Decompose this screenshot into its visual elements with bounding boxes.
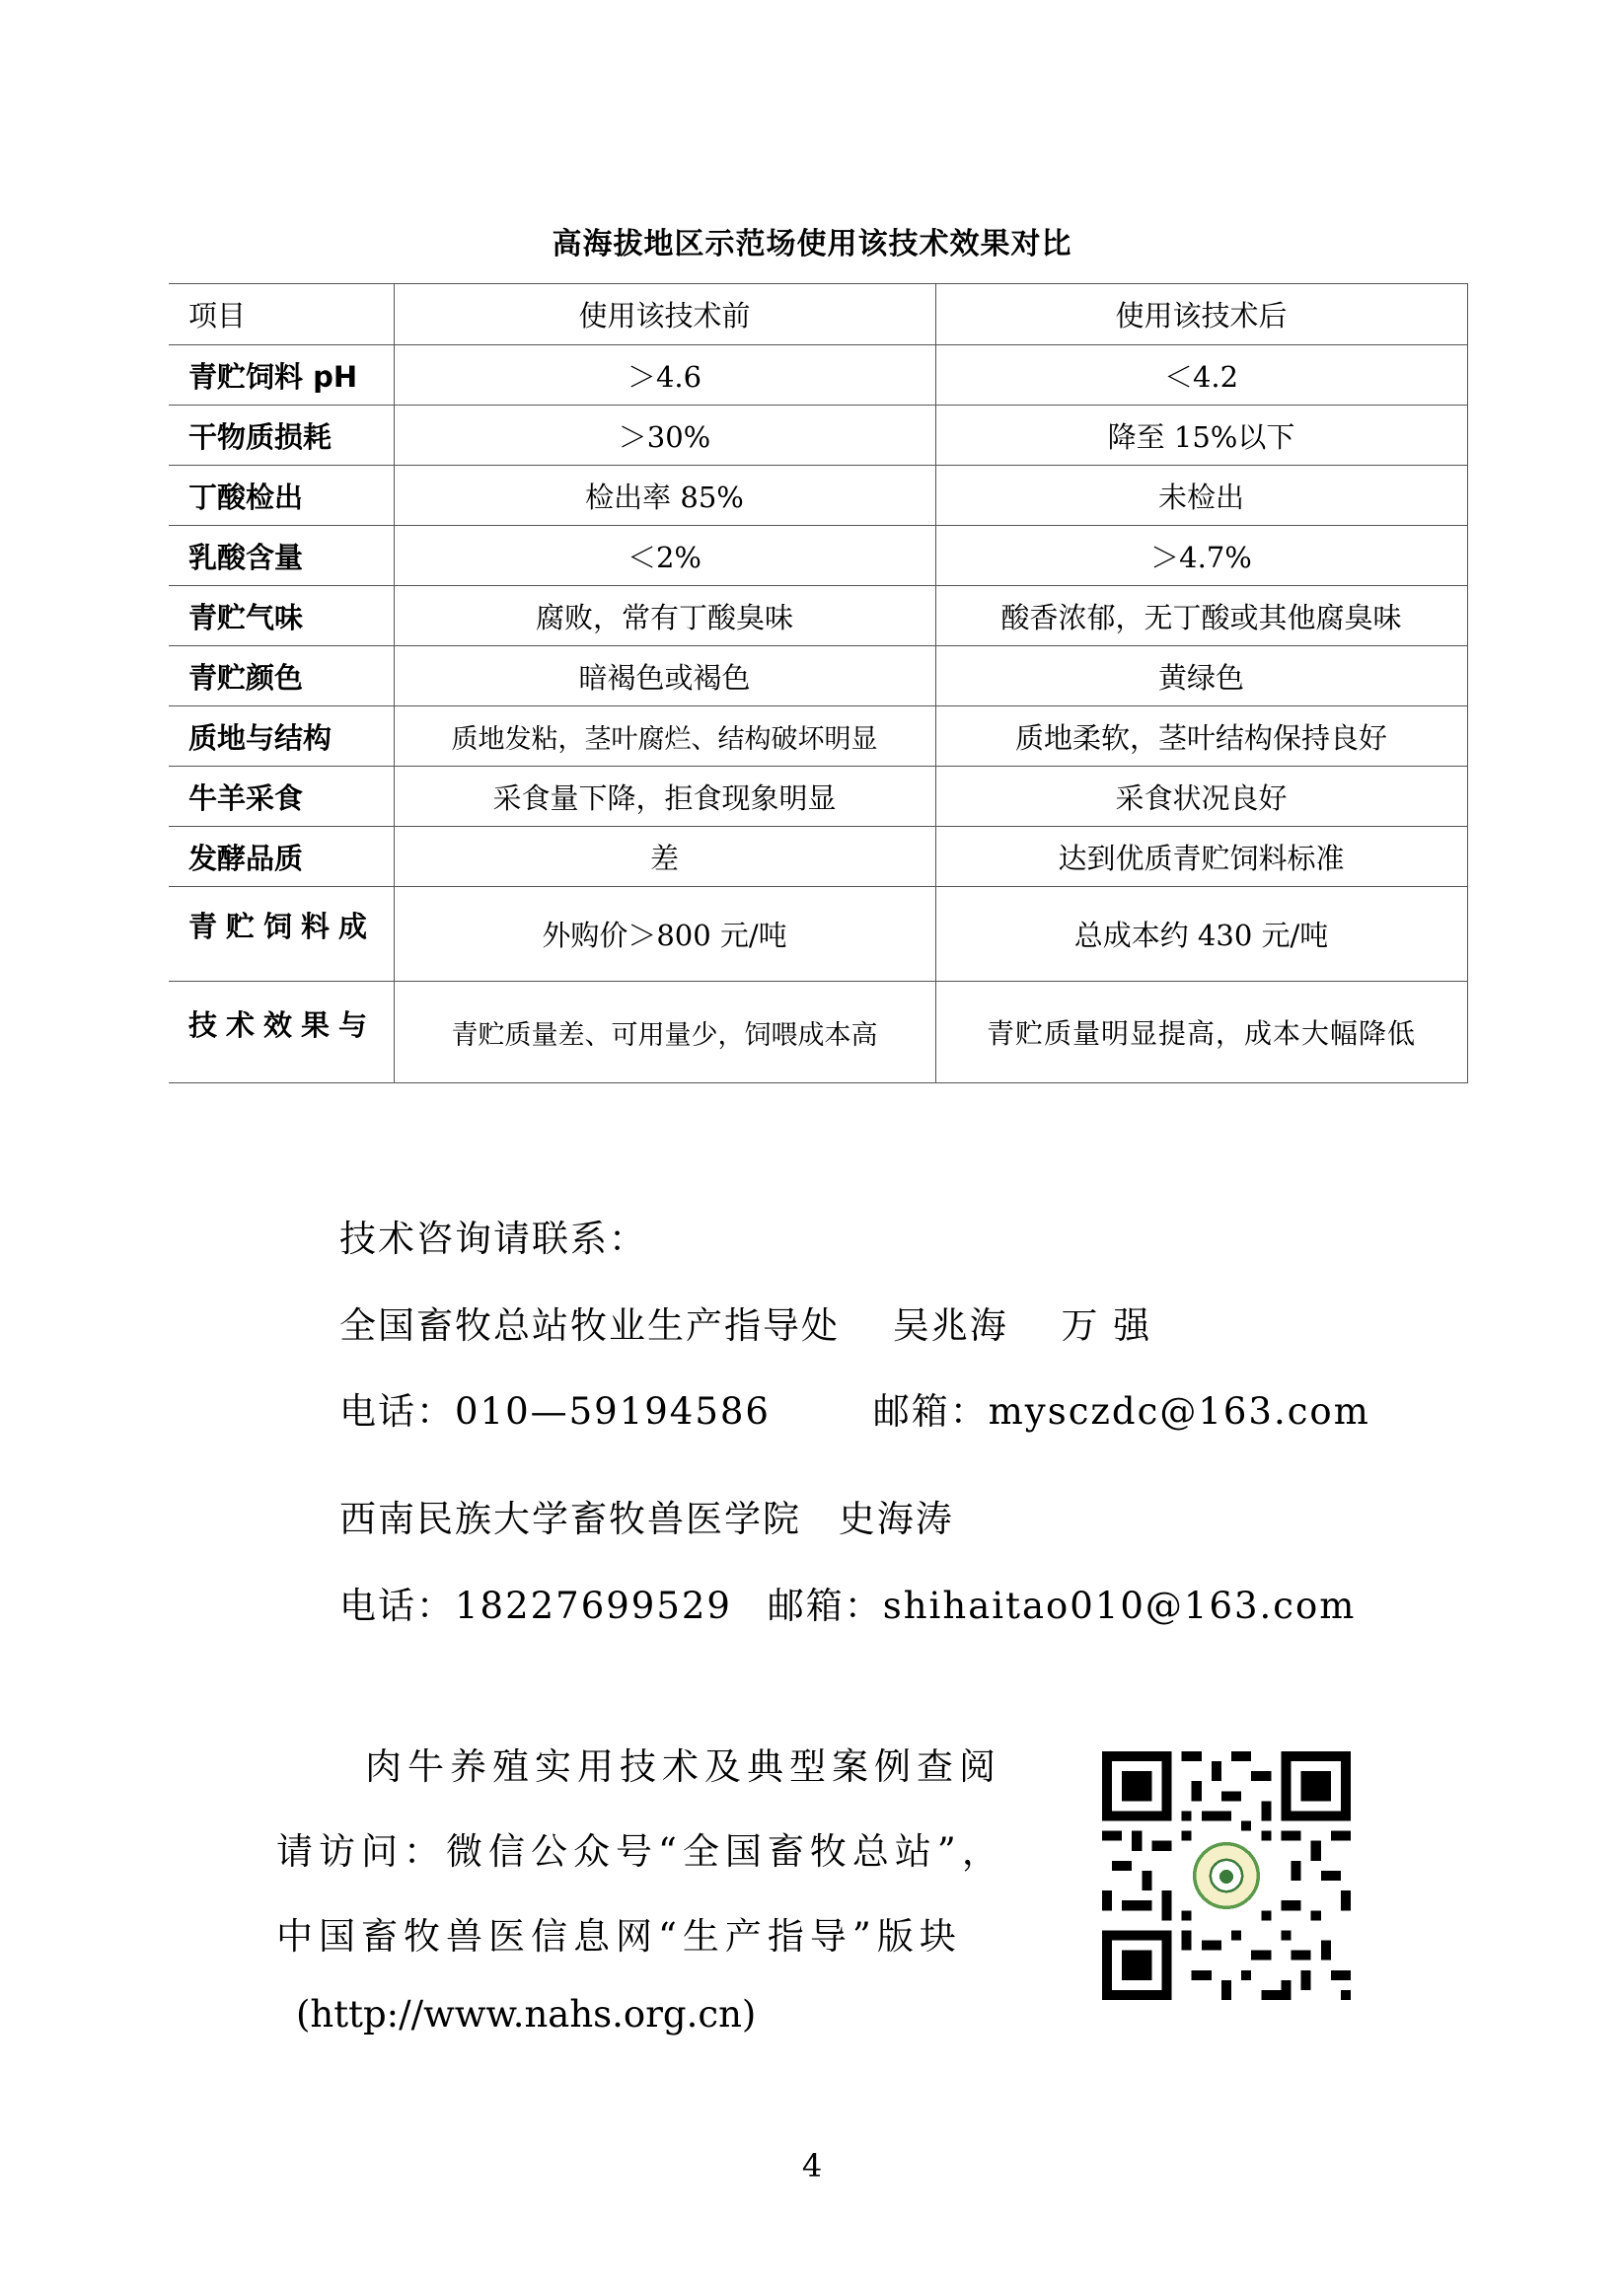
table-row xyxy=(169,586,1467,646)
contact-org2-line xyxy=(339,1489,954,1542)
row-before: ＜2% xyxy=(394,526,935,586)
page-number: 4 xyxy=(801,2147,823,2185)
row-after: 未检出 xyxy=(935,466,1467,526)
table-row xyxy=(169,345,1467,406)
contact-intro: 技术咨询请联系： xyxy=(339,1218,647,1260)
contact-org1: 全国畜牧总站牧业生产指导处 xyxy=(339,1304,840,1347)
row-before: 采食量下降，拒食现象明显 xyxy=(394,767,935,827)
access-line-2: 请访问：微信公众号“全国畜牧总站”， xyxy=(276,1830,1004,1873)
access-url[interactable]: (http://www.nahs.org.cn) xyxy=(296,1993,757,2036)
contact-org1-line xyxy=(339,1296,1151,1349)
qr-code xyxy=(1102,1751,1351,2000)
row-item: 技术效果与 xyxy=(169,982,394,1083)
table-caption: 高海拔地区示范场使用该技术效果对比 xyxy=(552,227,1072,261)
row-item: 丁酸检出 xyxy=(169,466,394,526)
table-row xyxy=(169,982,1467,1083)
contact-line-1 xyxy=(339,1381,1370,1435)
email-label-2: 邮箱： xyxy=(767,1585,883,1627)
row-before: 质地发粘，茎叶腐烂、结构破坏明显 xyxy=(394,706,935,767)
row-after: 黄绿色 xyxy=(935,646,1467,706)
row-after: 采食状况良好 xyxy=(935,767,1467,827)
table-row xyxy=(169,767,1467,827)
row-item: 质地与结构 xyxy=(169,706,394,767)
row-after: ＞4.7% xyxy=(935,526,1467,586)
phone-1: 010—59194586 xyxy=(455,1390,771,1433)
email-2[interactable]: shihaitao010@163.com xyxy=(882,1585,1357,1627)
contact-org2: 西南民族大学畜牧兽医学院 xyxy=(339,1498,801,1540)
access-line-1: 肉牛养殖实用技术及典型案例查阅 xyxy=(365,1745,1001,1788)
row-before: 青贮质量差、可用量少，饲喂成本高 xyxy=(394,982,935,1083)
phone-label-2: 电话： xyxy=(339,1585,455,1627)
row-before: 差 xyxy=(394,827,935,887)
row-item: 青贮颜色 xyxy=(169,646,394,706)
table-row xyxy=(169,466,1467,526)
row-item: 乳酸含量 xyxy=(169,526,394,586)
row-after: 达到优质青贮饲料标准 xyxy=(935,827,1467,887)
table-row xyxy=(169,706,1467,767)
contact-org1-person1: 吴兆海 xyxy=(892,1304,1008,1347)
row-before: 暗褐色或褐色 xyxy=(394,646,935,706)
row-after: ＜4.2 xyxy=(935,345,1467,406)
table-row xyxy=(169,406,1467,466)
row-item: 青贮气味 xyxy=(169,586,394,646)
row-item: 青贮饲料 pH xyxy=(169,345,394,406)
contact-org1-person2: 万 强 xyxy=(1061,1304,1152,1347)
row-before: 检出率 85% xyxy=(394,466,935,526)
row-after: 总成本约 430 元/吨 xyxy=(935,887,1467,982)
header-item: 项目 xyxy=(169,284,394,345)
row-before: ＞4.6 xyxy=(394,345,935,406)
table-header-row xyxy=(169,284,1467,345)
table-row xyxy=(169,887,1467,982)
email-label: 邮箱： xyxy=(872,1390,989,1433)
comparison-table xyxy=(169,283,1468,1083)
row-after: 质地柔软，茎叶结构保持良好 xyxy=(935,706,1467,767)
row-after: 降至 15%以下 xyxy=(935,406,1467,466)
phone-2: 18227699529 xyxy=(455,1585,732,1627)
table-row xyxy=(169,646,1467,706)
contact-org2-person: 史海涛 xyxy=(838,1498,954,1540)
header-after: 使用该技术后 xyxy=(935,284,1467,345)
access-line-3: 中国畜牧兽医信息网“生产指导”版块 xyxy=(276,1915,962,1958)
row-item: 青贮饲料成 xyxy=(169,887,394,982)
table-row xyxy=(169,526,1467,586)
row-before: 外购价＞800 元/吨 xyxy=(394,887,935,982)
table-row xyxy=(169,827,1467,887)
contact-line-2 xyxy=(339,1576,1356,1629)
row-before: 腐败，常有丁酸臭味 xyxy=(394,586,935,646)
row-before: ＞30% xyxy=(394,406,935,466)
header-before: 使用该技术前 xyxy=(394,284,935,345)
row-after: 青贮质量明显提高，成本大幅降低 xyxy=(935,982,1467,1083)
row-item: 发酵品质 xyxy=(169,827,394,887)
email-1[interactable]: mysczdc@163.com xyxy=(988,1390,1370,1433)
phone-label: 电话： xyxy=(339,1390,455,1433)
row-after: 酸香浓郁，无丁酸或其他腐臭味 xyxy=(935,586,1467,646)
row-item: 牛羊采食 xyxy=(169,767,394,827)
row-item: 干物质损耗 xyxy=(169,406,394,466)
